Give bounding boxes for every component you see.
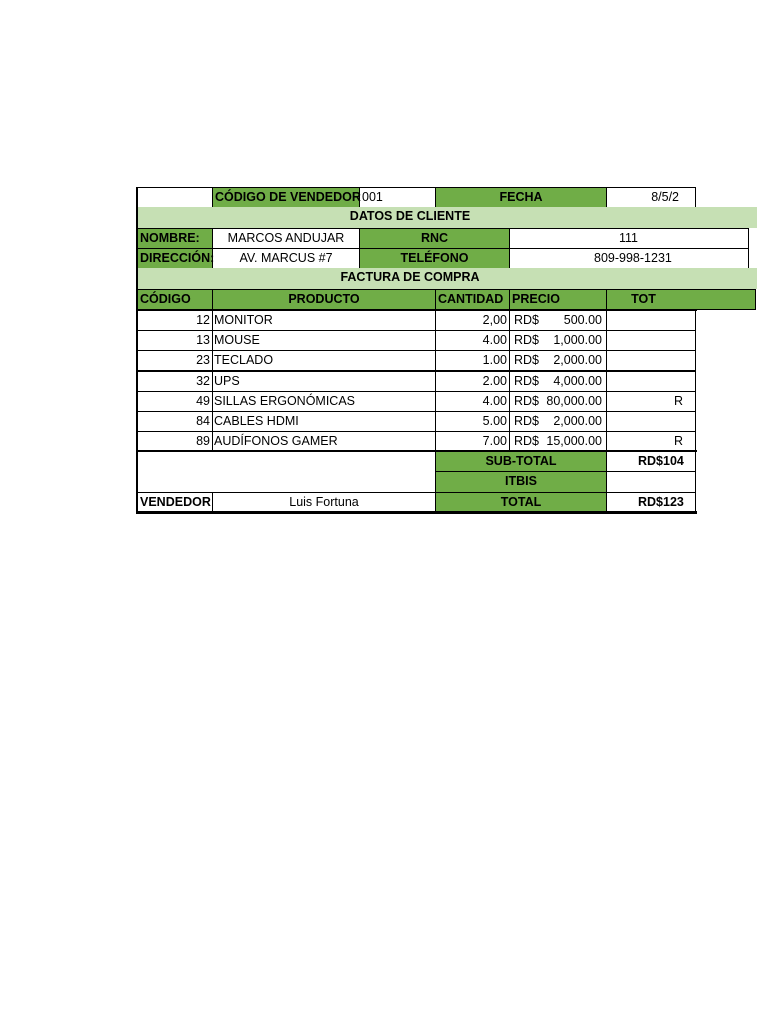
item-total[interactable] [606, 411, 696, 432]
item-product[interactable]: TECLADO [212, 350, 436, 371]
item-price-amount: 15,000.00 [546, 434, 602, 448]
column-header-code: CÓDIGO [137, 289, 213, 310]
item-currency: RD$ [514, 313, 540, 327]
address-label: DIRECCIÓN: [137, 248, 213, 269]
item-quantity[interactable]: 2,00 [435, 310, 510, 331]
item-total[interactable]: R [606, 391, 696, 412]
item-price-amount: 80,000.00 [546, 394, 602, 408]
item-price-amount: 1,000.00 [553, 333, 602, 347]
date-value[interactable]: 8/5/2 [606, 187, 696, 208]
item-price[interactable] [509, 330, 607, 351]
item-code[interactable]: 13 [137, 330, 213, 351]
itbis-value[interactable] [606, 471, 696, 493]
item-price-amount: 500.00 [563, 313, 602, 327]
item-total[interactable] [606, 310, 696, 331]
item-product[interactable]: AUDÍFONOS GAMER [212, 431, 436, 452]
item-code[interactable]: 12 [137, 310, 213, 331]
item-price[interactable] [509, 350, 607, 371]
phone-value[interactable]: 809-998-1231 [509, 248, 749, 269]
item-currency: RD$ [514, 333, 540, 347]
item-product[interactable]: MONITOR [212, 310, 436, 331]
item-currency: RD$ [514, 374, 540, 388]
name-value[interactable]: MARCOS ANDUJAR [212, 228, 360, 249]
rnc-label: RNC [359, 228, 510, 249]
item-quantity[interactable]: 2.00 [435, 371, 510, 392]
phone-label: TELÉFONO [359, 248, 510, 269]
itbis-label: ITBIS [435, 471, 607, 493]
item-quantity[interactable]: 7.00 [435, 431, 510, 452]
item-code[interactable]: 49 [137, 391, 213, 412]
item-product[interactable]: CABLES HDMI [212, 411, 436, 432]
column-header-product: PRODUCTO [212, 289, 436, 310]
column-header-quantity: CANTIDAD [435, 289, 510, 310]
item-code[interactable]: 23 [137, 350, 213, 371]
total-value[interactable]: RD$123 [606, 492, 696, 513]
item-code[interactable]: 32 [137, 371, 213, 392]
item-quantity[interactable]: 5.00 [435, 411, 510, 432]
item-price[interactable] [509, 391, 607, 412]
item-price-amount: 2,000.00 [553, 414, 602, 428]
item-currency: RD$ [514, 394, 540, 408]
item-currency: RD$ [514, 414, 540, 428]
item-price[interactable] [509, 411, 607, 432]
item-total[interactable]: R [606, 431, 696, 452]
item-product[interactable]: MOUSE [212, 330, 436, 351]
total-label: TOTAL [435, 492, 607, 513]
item-price-amount: 4,000.00 [553, 374, 602, 388]
item-quantity[interactable]: 4.00 [435, 330, 510, 351]
item-product[interactable]: SILLAS ERGONÓMICAS [212, 391, 436, 412]
thick-border-left [136, 187, 138, 514]
seller-value[interactable]: Luis Fortuna [212, 492, 436, 513]
client-section-title: DATOS DE CLIENTE [137, 207, 757, 228]
item-total[interactable] [606, 371, 696, 392]
item-product[interactable]: UPS [212, 371, 436, 392]
item-total[interactable] [606, 330, 696, 351]
item-currency: RD$ [514, 353, 540, 367]
item-quantity[interactable]: 1.00 [435, 350, 510, 371]
date-label: FECHA [435, 187, 607, 208]
seller-label: VENDEDOR [137, 492, 213, 513]
item-total[interactable] [606, 350, 696, 371]
subtotal-label: SUB-TOTAL [435, 451, 607, 472]
invoice-title: FACTURA DE COMPRA [137, 268, 757, 289]
item-code[interactable]: 84 [137, 411, 213, 432]
vendor-code-value[interactable]: 001 [359, 187, 436, 208]
summary-blank-area [137, 451, 436, 493]
thick-border-bottom-table [137, 511, 697, 514]
vendor-code-label: CÓDIGO DE VENDEDOR [212, 187, 360, 208]
item-quantity[interactable]: 4.00 [435, 391, 510, 412]
column-header-price: PRECIO [509, 289, 607, 310]
blank-cell[interactable] [137, 187, 213, 208]
item-price-amount: 2,000.00 [553, 353, 602, 367]
item-currency: RD$ [514, 434, 540, 448]
rnc-value[interactable]: 111 [509, 228, 749, 249]
thick-border-top-items [137, 309, 697, 311]
subtotal-value[interactable]: RD$104 [606, 451, 696, 472]
item-code[interactable]: 89 [137, 431, 213, 452]
item-price[interactable] [509, 371, 607, 392]
address-value[interactable]: AV. MARCUS #7 [212, 248, 360, 269]
column-header-total: TOT [606, 289, 756, 310]
name-label: NOMBRE: [137, 228, 213, 249]
item-price[interactable] [509, 310, 607, 331]
item-price[interactable] [509, 431, 607, 452]
thick-border-bottom-items [137, 450, 697, 452]
